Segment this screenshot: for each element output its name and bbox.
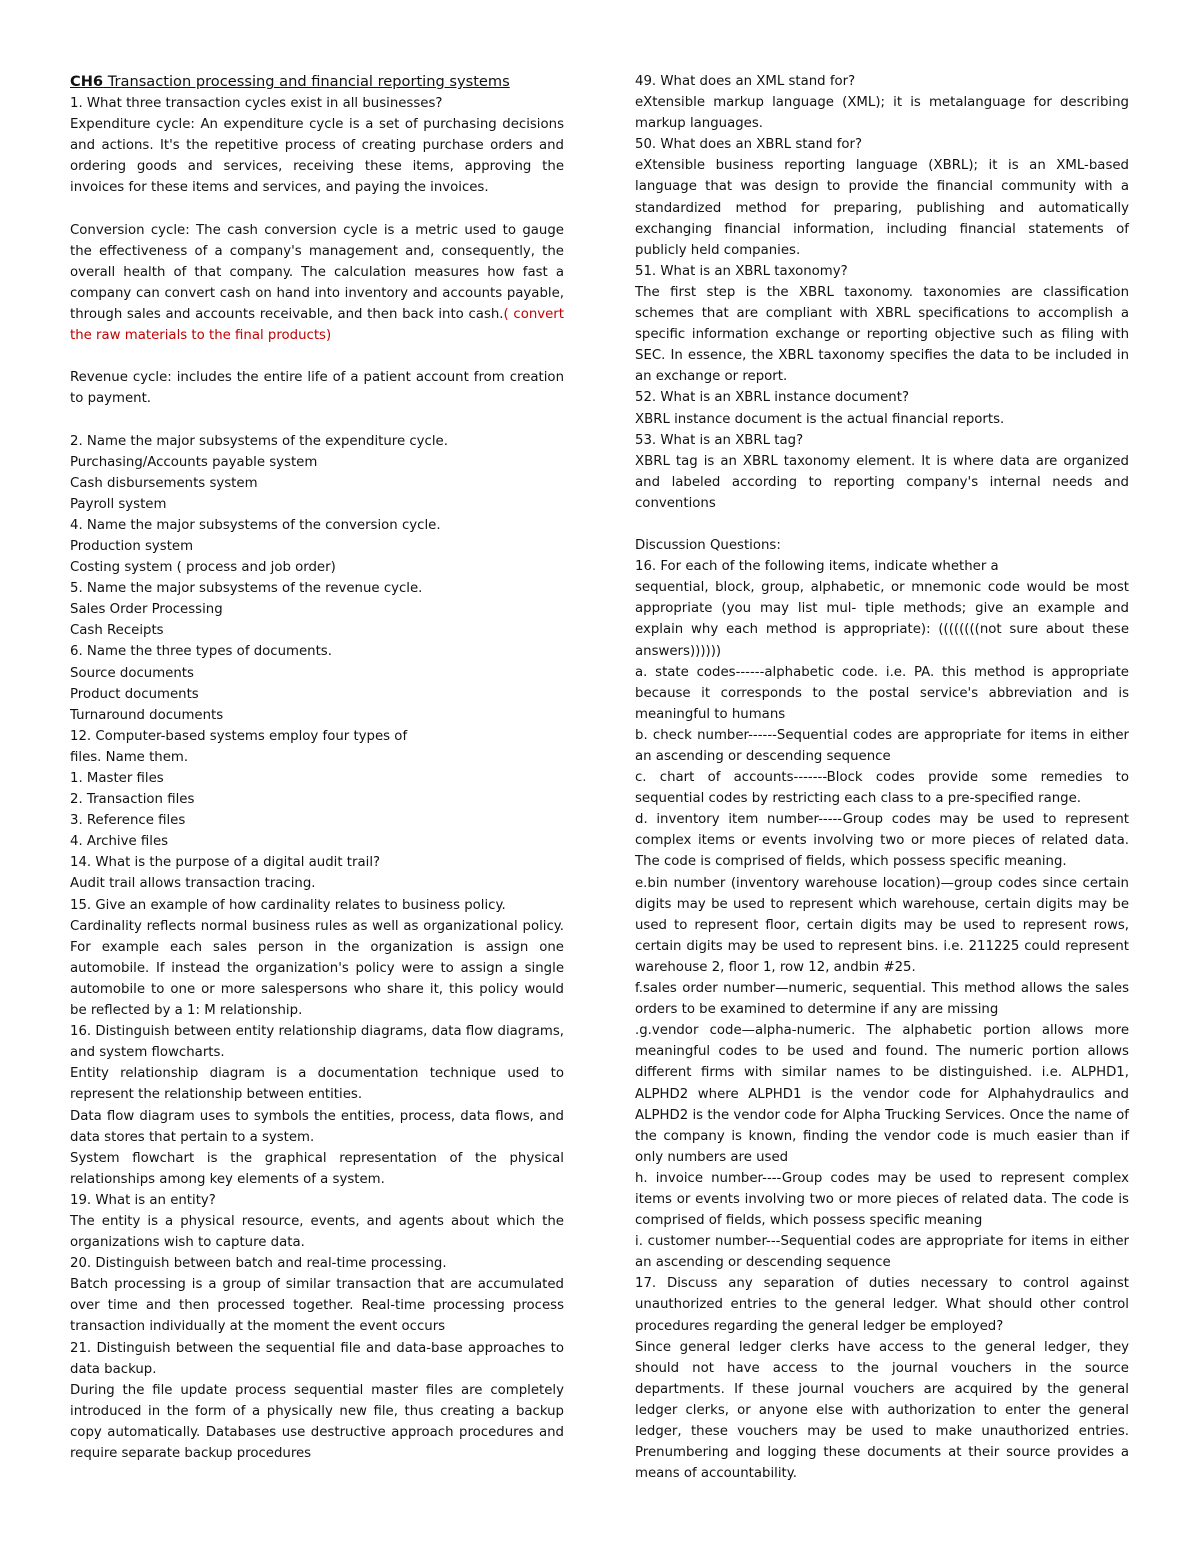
- left-paragraph: [70, 789, 564, 810]
- left-paragraph-text: Revenue cycle: includes the entire life of a patient account from creation to payment.: [70, 370, 564, 407]
- right-paragraph-text: Since general ledger clerks have access to the general ledger, they should not have access to the journal vouchers in the source departments. If these journal vouchers are acquired by the general ledger clerks, or anyone else with authorization to enter the general ledger, these vouchers may be used to make unauthorized entries. Prenumbering and logging these documents at their source provides a means of accountability.: [635, 1339, 1129, 1482]
- left-paragraph-text: 4. Archive files: [70, 834, 169, 850]
- right-paragraph-text: 53. What is an XBRL tag?: [635, 432, 804, 448]
- left-paragraph-text: Production system: [70, 538, 194, 554]
- left-paragraph: [70, 1253, 564, 1274]
- right-paragraph: [635, 978, 1129, 1020]
- left-paragraph-text: 1. Master files: [70, 771, 164, 786]
- left-paragraph-text: Source documents: [70, 665, 194, 681]
- left-paragraph: [70, 684, 564, 705]
- left-spacer: [70, 198, 564, 219]
- left-paragraph-text: Batch processing is a group of similar transaction that are accumulated over time and then processed together. Real-time processing process transaction individually at the moment the event occurs: [70, 1277, 564, 1335]
- right-paragraph-text: eXtensible markup language (XML); it is metalanguage for describing markup languages.: [635, 95, 1129, 132]
- left-paragraph-text: 2. Name the major subsystems of the expenditure cycle.: [70, 433, 448, 449]
- left-spacer: [70, 346, 564, 367]
- right-paragraph: [635, 92, 1129, 134]
- right-paragraph-text: i. customer number---Sequential codes are appropriate for items in either an ascending or descending sequence: [635, 1234, 1129, 1271]
- left-paragraph: [70, 852, 564, 873]
- left-paragraph-text: Turnaround documents: [70, 707, 224, 723]
- right-paragraph-text: c. chart of accounts-------Block codes provide some remedies to sequential codes by restricting each class to a pre-specified range.: [635, 770, 1129, 807]
- left-paragraph: [70, 1063, 564, 1105]
- left-paragraph: [70, 1211, 564, 1253]
- right-paragraph: [635, 577, 1129, 661]
- right-paragraph: [635, 809, 1129, 872]
- left-paragraph: [70, 916, 564, 1021]
- left-paragraph: [70, 367, 564, 409]
- right-paragraph: [635, 155, 1129, 260]
- left-paragraph: [70, 536, 564, 557]
- left-paragraph: [70, 705, 564, 726]
- left-paragraph-text: Product documents: [70, 686, 199, 702]
- left-paragraph: [70, 1106, 564, 1148]
- left-paragraph: [70, 93, 564, 114]
- left-paragraph: [70, 873, 564, 894]
- right-paragraph-text: 49. What does an XML stand for?: [635, 74, 856, 89]
- left-paragraph-text: 2. Transaction files: [70, 792, 195, 808]
- left-paragraph: [70, 431, 564, 452]
- left-paragraph: [70, 1190, 564, 1211]
- right-paragraph: [635, 535, 1129, 556]
- left-paragraph-text: System flowchart is the graphical representation of the physical relationships among key elements of a system.: [70, 1150, 564, 1187]
- left-paragraph: [70, 515, 564, 536]
- right-paragraph-text: 16. For each of the following items, indicate whether a: [635, 559, 999, 575]
- left-paragraph: [70, 747, 564, 768]
- left-paragraph: [70, 895, 564, 916]
- left-paragraph: [70, 494, 564, 515]
- left-paragraph-text: 14. What is the purpose of a digital audit trail?: [70, 855, 381, 871]
- right-paragraph-text: f.sales order number—numeric, sequential. This method allows the sales orders to be examined to determine if any are missing: [635, 981, 1129, 1018]
- left-paragraph-text: 16. Distinguish between entity relationship diagrams, data flow diagrams, and system flowcharts.: [70, 1024, 564, 1061]
- left-paragraph: [70, 114, 564, 198]
- left-paragraph: [70, 1380, 564, 1464]
- left-paragraph-text: 4. Name the major subsystems of the conversion cycle.: [70, 517, 441, 533]
- right-paragraph-text: XBRL tag is an XBRL taxonomy element. It is where data are organized and labeled according to reporting company's internal needs and conventions: [635, 453, 1129, 511]
- left-paragraph-text: 6. Name the three types of documents.: [70, 644, 332, 660]
- left-paragraph-text: Cardinality reflects normal business rules as well as organizational policy. For example each sales person in the organization is assign one automobile. If instead the organization's policy were to assign a single automobile to one or more salespersons who share it, this policy would be reflected by a 1: M relationship.: [70, 918, 564, 1019]
- left-paragraph: [70, 768, 564, 789]
- left-paragraph: [70, 1274, 564, 1337]
- right-paragraph: [635, 134, 1129, 155]
- left-paragraph: [70, 663, 564, 684]
- right-paragraph-text: Discussion Questions:: [635, 538, 781, 554]
- left-paragraph-text: Expenditure cycle: An expenditure cycle is a set of purchasing decisions and actions. It's the repetitive process of creating purchase orders and ordering goods and services, receiving these items, approving the invoices for these items and services, and paying the invoices.: [70, 117, 564, 196]
- left-paragraph: [70, 726, 564, 747]
- left-column-body: [70, 93, 564, 1464]
- left-paragraph-text: 12. Computer-based systems employ four types of: [70, 728, 408, 744]
- right-column: [635, 71, 1129, 1484]
- left-paragraph-text: 19. What is an entity?: [70, 1192, 216, 1208]
- left-paragraph-text: Entity relationship diagram is a documentation technique used to represent the relationship between entities.: [70, 1066, 564, 1103]
- right-paragraph-text: d. inventory item number-----Group codes may be used to represent complex items or events involving two or more pieces of related data. The code is comprised of fields, which possess specific meaning.: [635, 812, 1129, 870]
- left-paragraph: [70, 473, 564, 494]
- document-title: [70, 71, 564, 93]
- left-paragraph-text: 20. Distinguish between batch and real-time processing.: [70, 1256, 447, 1272]
- left-paragraph: [70, 599, 564, 620]
- right-paragraph: [635, 430, 1129, 451]
- left-paragraph-text: Payroll system: [70, 496, 167, 512]
- left-paragraph-text: Sales Order Processing: [70, 602, 223, 618]
- left-paragraph-text: Purchasing/Accounts payable system: [70, 454, 318, 470]
- right-paragraph-text: 51. What is an XBRL taxonomy?: [635, 263, 848, 279]
- left-paragraph-text: The entity is a physical resource, events, and agents about which the organizations wish to capture data.: [70, 1213, 564, 1251]
- right-paragraph-text: eXtensible business reporting language (XBRL); it is an XML-based language that was design to provide the financial community with a standardized method for preparing, publishing and automatically exchanging financial information, including financial statements of publicly held companies.: [635, 158, 1129, 258]
- left-paragraph-text: 5. Name the major subsystems of the revenue cycle.: [70, 581, 423, 597]
- right-paragraph-text: 52. What is an XBRL instance document?: [635, 390, 909, 406]
- right-paragraph: [635, 261, 1129, 282]
- right-paragraph-text: 17. Discuss any separation of duties necessary to control against unauthorized entries to the general ledger. What should other control procedures regarding the general ledger be employed?: [635, 1276, 1129, 1334]
- right-paragraph-text: a. state codes------alphabetic code. i.e. PA. this method is appropriate because it corresponds to the postal service's abbreviation and is meaningful to humans: [635, 664, 1129, 722]
- left-paragraph-text: Costing system ( process and job order): [70, 560, 336, 576]
- right-paragraph: [635, 1273, 1129, 1336]
- left-paragraph-text: 21. Distinguish between the sequential file and data-base approaches to data backup.: [70, 1340, 564, 1377]
- conversion-note-red: ( convert the raw materials to the final products): [70, 306, 564, 344]
- right-paragraph-text: b. check number------Sequential codes are appropriate for items in either an ascending or descending sequence: [635, 727, 1129, 764]
- right-paragraph: [635, 556, 1129, 577]
- right-paragraph: [635, 873, 1129, 978]
- right-paragraph: [635, 725, 1129, 767]
- left-paragraph-text: During the file update process sequential master files are completely introduced in the form of a physically new file, thus creating a backup copy automatically. Databases use destructive approach procedures and require separate backup procedures: [70, 1382, 564, 1461]
- left-paragraph: [70, 557, 564, 578]
- right-paragraph: [635, 282, 1129, 387]
- left-paragraph: [70, 1021, 564, 1063]
- left-paragraph: [70, 620, 564, 641]
- right-paragraph-text: sequential, block, group, alphabetic, or mnemonic code would be most appropriate (you may list mul- tiple methods; give an example and explain why each method is appropriate): ((((((((not sure about these answers)))))): [635, 580, 1129, 659]
- title-chapter: CH6: [70, 73, 104, 90]
- left-paragraph-text: Conversion cycle: The cash conversion cycle is a metric used to gauge the effectiveness of a company's management and, consequently, the overall health of that company. The calculation measures how fast a company can convert cash on hand into inventory and accounts payable, through sales and accounts receivable, and then back into cash.: [70, 222, 564, 322]
- right-paragraph: [635, 451, 1129, 514]
- left-paragraph-text: Data flow diagram uses to symbols the entities, process, data flows, and data stores that pertain to a system.: [70, 1108, 564, 1145]
- right-paragraph: [635, 767, 1129, 809]
- left-paragraph: [70, 1148, 564, 1190]
- left-paragraph-text: 3. Reference files: [70, 813, 186, 829]
- left-paragraph: [70, 220, 564, 347]
- right-paragraph: [635, 1168, 1129, 1231]
- right-paragraph-text: The first step is the XBRL taxonomy. taxonomies are classification schemes that are compliant with XBRL specifications to accomplish a specific information exchange or reporting objective such as filing with SEC. In essence, the XBRL taxonomy specifies the data to be included in an exchange or report.: [635, 284, 1129, 385]
- right-paragraph-text: .g.vendor code—alpha-numeric. The alphabetic portion allows more meaningful codes to be used and found. The numeric portion allows different firms with similar names to be distinguished. i.e. ALPHD1, ALPHD2 where ALPHD1 is the vendor code for Alphahydraulics and ALPHD2 is the vendor code for Alpha Trucking Services. Once the name of the company is known, finding the vendor code is much easier than if only numbers are used: [635, 1023, 1129, 1165]
- right-paragraph-text: XBRL instance document is the actual financial reports.: [635, 411, 1005, 427]
- title-text: Transaction processing and financial reporting systems: [103, 73, 510, 90]
- right-paragraph: [635, 71, 1129, 92]
- left-paragraph: [70, 831, 564, 852]
- left-paragraph-text: Cash disbursements system: [70, 475, 258, 491]
- right-paragraph: [635, 1020, 1129, 1168]
- right-paragraph: [635, 662, 1129, 725]
- left-paragraph-text: 1. What three transaction cycles exist in all businesses?: [70, 96, 443, 111]
- left-paragraph: [70, 810, 564, 831]
- left-spacer: [70, 409, 564, 430]
- left-paragraph: [70, 641, 564, 662]
- right-paragraph-text: e.bin number (inventory warehouse location)—group codes since certain digits may be used to represent which warehouse, certain digits may be used to represent floor, certain digits may be used to represent rows, certain digits may be used to represent bins. i.e. 211225 could represent warehouse 2, floor 1, row 12, andbin #25.: [635, 875, 1129, 975]
- right-paragraph: [635, 1337, 1129, 1485]
- right-paragraph: [635, 387, 1129, 408]
- left-paragraph-text: files. Name them.: [70, 749, 189, 765]
- right-paragraph-text: h. invoice number----Group codes may be used to represent complex items or events involving two or more pieces of related data. The code is comprised of fields, which possess specific meaning: [635, 1170, 1129, 1229]
- right-column-body: [635, 71, 1129, 1484]
- right-paragraph: [635, 1231, 1129, 1273]
- right-spacer: [635, 514, 1129, 535]
- left-paragraph-text: Audit trail allows transaction tracing.: [70, 876, 316, 892]
- left-paragraph: [70, 1338, 564, 1380]
- left-paragraph: [70, 578, 564, 599]
- left-paragraph: [70, 452, 564, 473]
- right-paragraph-text: 50. What does an XBRL stand for?: [635, 137, 863, 153]
- right-paragraph: [635, 409, 1129, 430]
- left-paragraph-text: 15. Give an example of how cardinality relates to business policy.: [70, 897, 506, 913]
- left-column: [70, 71, 564, 1464]
- left-paragraph-text: Cash Receipts: [70, 623, 164, 639]
